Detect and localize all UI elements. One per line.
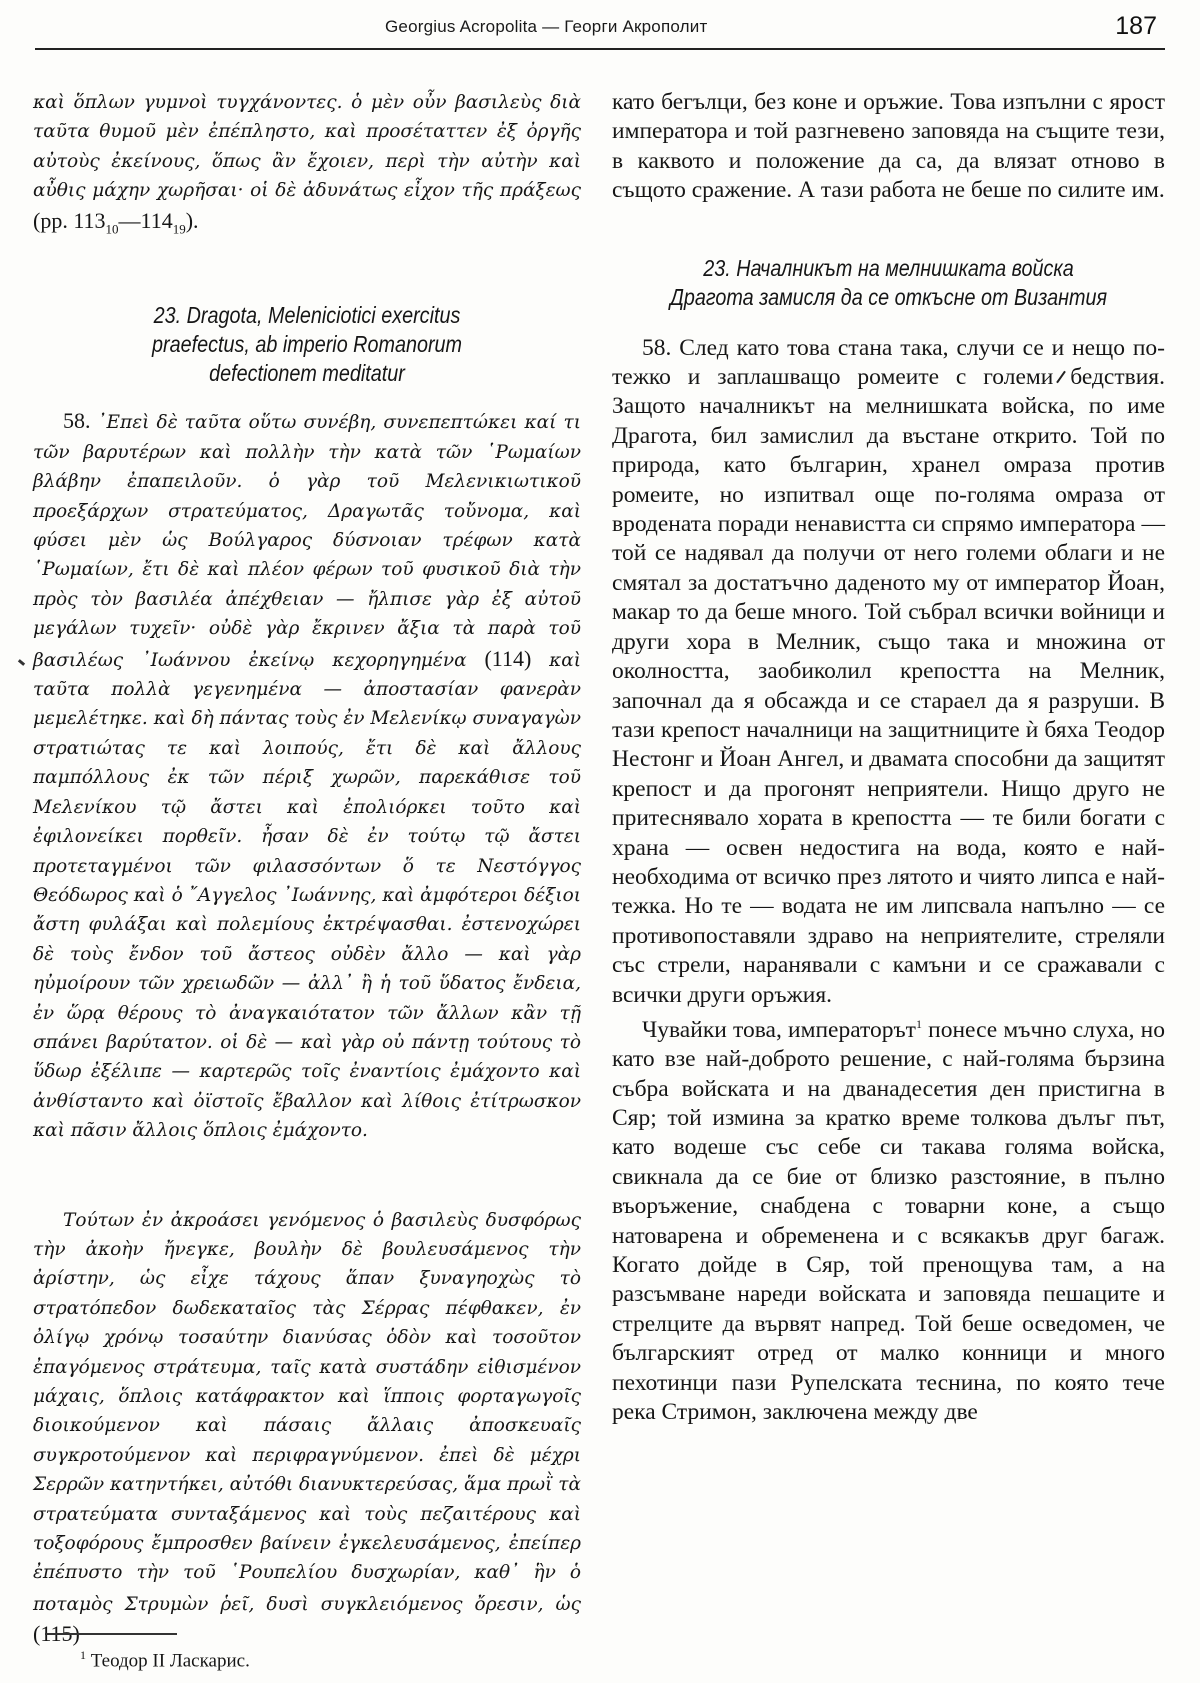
bulgarian-text: Чувайки това, императорът <box>642 1016 916 1043</box>
bulgarian-paragraph-continued: като бегълци, без коне и оръжие. Това изпълни с ярост императора и той разгневено заповяда на същите тези, в каквото и положение да са, да влязат отново в същото сражение. А тази работа не беше по силите им. <box>612 89 1165 204</box>
greek-paragraph-continued <box>33 88 581 243</box>
footnote-marker: 1 <box>80 1648 86 1662</box>
greek-paragraph-58 <box>33 406 581 1145</box>
greek-text: Τούτων ἐν ἀκροάσει γενόμενος ὁ βασιλεὺς δυσφόρως τὴν ἀκοὴν ἤνεγκε, βουλὴν δὲ βουλευσάμενος τὴν ἀρίστην, ὡς εἶχε τάχους ἅπαν ξυναγηοχὼς τὸ στρατόπεδον δωδεκαταῖος τὰς Σέρρας πέφθακεν, ἐν ὀλίγῳ χρόνῳ τοσαύτην διανύσας ὁδὸν καὶ τοσοῦτον ἐπαγόμενος στράτευμα, ταῖς κατὰ συστάδην εἰθισμένον μάχαις, ὅπλοις κατάφρακτον καὶ ἵπποις φορταγωγοῖς διοικούμενον καὶ πάσαις ἄλλαις ἀποσκευαῖς συγκροτούμενον καὶ περιφραγνύμενον. ἐπεὶ δὲ μέχρι Σερρῶν κατηντήκει, αὐτόθι διανυκτερεύσας, ἅμα πρωῒ τὰ στρατεύματα συνταξάμενος καὶ τοὺς πεζαιτέρους καὶ τοξοφόρους ἔμπροσθεν βαίνειν ἐγκελευσάμενος, ἐπείπερ ἐπέπυστο τὴν τοῦ ῾Ρουπελίου δυσχωρίαν, καθ᾿ ἣν ὁ ποταμὸς Στρυμὼν ῥεῖ, δυσὶ συγκλειόμενος ὄρεσιν, ὡς <box>33 1209 581 1615</box>
page-reference: (115) <box>33 1621 80 1647</box>
running-header <box>35 0 1165 50</box>
bulgarian-section-heading: 23. Началникът на мелнишката войска Драгота замисля да се откъсне от Византия <box>669 254 1108 310</box>
bulgarian-paragraph-58: 58. След като това стана така, случи се и нещо по-тежко и заплашващо ромеите с големи бедствия. Защото началникът на мелнишката войска, по име Драгота, бил замислил да въстане открито. Той по природа, като българин, хранел омраза против ромеите, но изпитвал още по-голяма омраза от вродената поради ненавистта си спрямо императора — той се надявал да получи от него големи облаги и не смятал за достатъчно даденото му от император Йоан, макар то да беше много. Той събрал всички войници и други хора в Мелник, също така и множина от околността, заобиколил крепостта на Мелник, започнал да я обсажда и се стараел да я разруши. В тази крепост началници на защитниците ѝ бяха Теодор Нестонг и Йоан Ангел, и двамата способни да защитят крепост и да прогонят неприятели. Нищо друго не притеснявало хората в крепостта — те били богати с храна — освен недостига на вода, която е най-необходима от всичко през лятото и чиято липса е най-тежка. Но те — водата не им липсвала напълно — се противопоставяли здраво на неприятелите, стреляли със стрели, наранявали с камъни и се сражавали с всички други оръжия. <box>612 334 1165 1008</box>
margin-mark <box>18 659 25 666</box>
greek-text: ᾿Επεὶ δὲ ταῦτα οὕτω συνέβη, συνεπεπτώκει καί τι τῶν βαρυτέρων καὶ πολλὴν τὴν κατὰ τῶν ῾Ρωμαίων βλάβην ἐπαπειλοῦν. ὁ γὰρ τοῦ Μελενικιωτικοῦ προεξάρχων στρατεύματος, Δραγωτᾶς τοὔνομα, καὶ φύσει μὲν ὡς Βούλγαρος δύσνοιαν τρέφων κατὰ ῾Ρωμαίων, ἔτι δὲ καὶ πλέον φέρων τοῦ φυσικοῦ διὰ τὴν πρὸς τὸν βασιλέα ἀπέχθειαν — ἤλπισε γὰρ ἐξ αὐτοῦ μεγάλων τυχεῖν· οὐδὲ γὰρ ἔκρινεν ἄξια τὰ παρὰ τοῦ βασιλέως ᾿Ιωάννου ἐκείνῳ κεχορηγημένα <box>33 412 582 671</box>
bulgarian-paragraph-3 <box>612 1010 1165 1428</box>
footnote-ref: 1 <box>915 1016 922 1031</box>
page-number: 187 <box>1115 12 1157 40</box>
greek-text: καὶ ὅπλων γυμνοὶ τυγχάνοντες. ὁ μὲν οὖν βασιλεὺς διὰ ταῦτα θυμοῦ μὲν ἐπέπληστο, καὶ προσέταττεν ἐξ ὀργῆς αὐτοὺς ἐκείνους, ὅπως ἂν ἔχοιεν, περὶ τὴν αὐτὴν καὶ αὖθις μάχην χωρῆσαι· οἱ δὲ ἀδυνάτως εἶχον τῆς πράξεως <box>33 92 581 202</box>
footnote-divider <box>45 1633 177 1635</box>
footnote <box>80 1648 250 1672</box>
greek-paragraph-3 <box>33 1206 581 1651</box>
greek-column <box>33 88 581 1651</box>
bulgarian-column <box>612 88 1165 1427</box>
running-title: Georgius Acropolita — Георги Акрополит <box>385 17 708 36</box>
bulgarian-text: понесе мъчно слуха, но като взе най-доброто решение, с най-голяма бързина събра войската и на дванадесетия ден пристигна в Сяр; той измина за кратко време толкова дълъг път, като водеше със себе си такава голяма войска, свикнала да се бие от близко разстояние, в пълно въоръжение, снабдена с товарни коне, а също натоварена и обременена и с всякакъв друг багаж. Когато дойде в Сяр, той пренощува там, а на разсъмване нареди войската и заповяда пешаците и стрелците да вървят напред. Той беше осведомен, че българският отред от малко конници и много пехотинци пази Рупелската теснина, по която тече река Стримон, заключена между две <box>612 1016 1165 1426</box>
greek-text: καὶ ταῦτα πολλὰ γεγενημένα — ἀποστασίαν φανερὰν μεμελέτηκε. καὶ δὴ πάντας τοὺς ἐν Μελενίκῳ συναγαγὼν στρατιώτας τε καὶ λοιπούς, ἔτι δὲ καὶ ἄλλους παμπόλλους ἐκ τῶν πέριξ χωρῶν, παρεκάθισε τοῦ Μελενίκου τῷ ἄστει καὶ ἐπολιόρκει τοῦτο καὶ ἐφιλονείκει πορθεῖν. ἦσαν δὲ ἐν τούτῳ τῷ ἄστει προτεταγμένοι τῶν φιλασσόντων ὅ τε Νεστόγγος Θεόδωρος καὶ ὁ ῎Αγγελος ᾿Ιωάννης, καὶ ἀμφότεροι δέξιοι ἄστη φυλάξαι καὶ πολεμίους ἐκτρέψασθαι. ἐστενοχώρει δὲ τοὺς ἔνδον τοῦ ἄστεος οὐδὲν ἄλλο — καὶ γὰρ ηὐμοίρουν τῶν χρειωδῶν — ἀλλ᾿ ἢ ἡ τοῦ ὕδατος ἔνδεια, ἐν ὥρᾳ θέρους τὸ ἀναγκαιότατον τῶν ἄλλων κἂν τῇ σπάνει βαρύτατον. οἱ δὲ — καὶ γὰρ οὐ πάντῃ τούτους τὸ ὕδωρ ἐξέλιπε — καρτερῶς τοῖς ἐναντίοις ἐμάχοντο καὶ ἀνθίσταντο καὶ ὀϊστοῖς ἔβαλλον καὶ λίθοις ἐτίτρωσκον καὶ πᾶσιν ἄλλοις ὅπλοις ἐμάχοντο. <box>33 649 582 1142</box>
footnote-text: Теодор II Ласкарис. <box>86 1650 250 1672</box>
page-reference: (114) <box>466 645 550 671</box>
page-reference: (pp. $113_{10}—114_{19}$). <box>33 207 199 237</box>
latin-section-heading: 23. Dragota, Meleniciotici exercitus praefectus, ab imperio Romanorum defectionem meditatur <box>151 302 463 387</box>
paragraph-number: 58. <box>63 408 98 434</box>
